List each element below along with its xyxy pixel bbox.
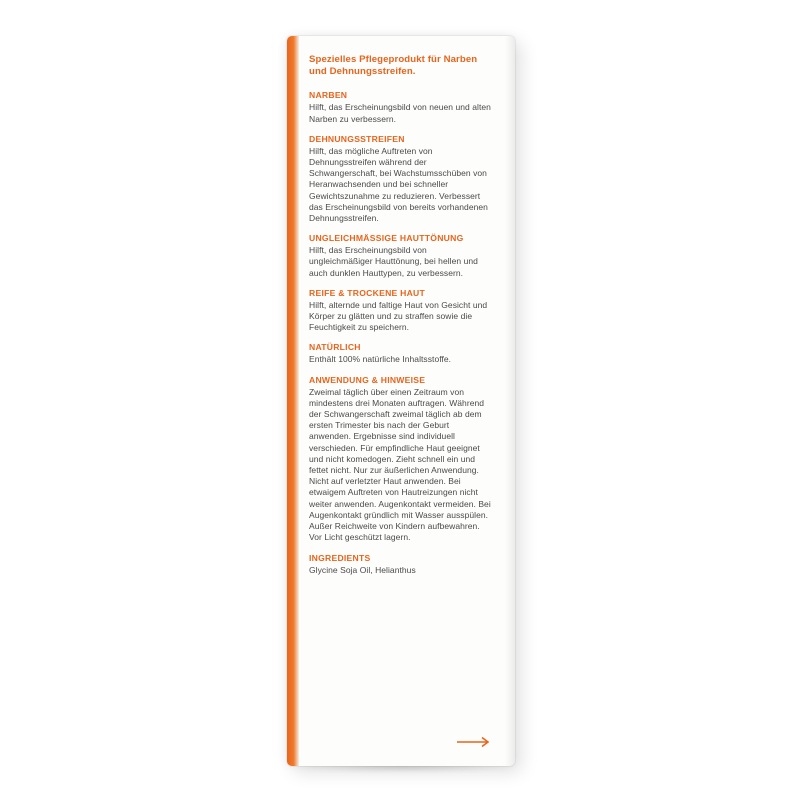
section-body: Hilft, das mögliche Auftreten von Dehnungsstreifen während der Schwangerschaft, bei Wachstumsschüben von Heranwachsenden und bei schneller Gewichtszunahme zu reduzieren. Verbessert das Erscheinungsbild von bereits vorhandenen Dehnungsstreifen. (309, 145, 488, 224)
section-dehnungsstreifen (309, 134, 491, 224)
section-body: Hilft, das Erscheinungsbild von neuen und alten Narben zu verbessern. (309, 102, 491, 124)
section-body: Glycine Soja Oil, Helianthus (309, 564, 416, 575)
section-anwendung-hinweise (309, 375, 491, 544)
package-spine-edge (287, 36, 299, 766)
section-body: Zweimal täglich über einen Zeitraum von mindestens drei Monaten auftragen. Während der Schwangerschaft zweimal täglich ab dem ersten Trimester bis nach der Geburt anwenden. Ergebnisse sind individuell verschieden. Für empfindliche Haut geeignet und nicht komedogen. Zieht schnell ein und fettet nicht. Nur zur äußerlichen Anwendung. Nicht auf verletzter Haut anwenden. Bei etwaigem Auftreten von Hautreizungen nicht weiter anwenden. Augenkontakt vermeiden. Bei Augenkontakt gründlich mit Wasser ausspülen. Außer Reichweite von Kindern aufbewahren. Vor Licht geschützt lagern. (309, 386, 491, 543)
section-title: REIFE & TROCKENE HAUT (309, 287, 426, 298)
package-back-panel-text (309, 54, 491, 748)
package-headline: Spezielles Pflegeprodukt für Narben und Dehnungsstreifen. (309, 54, 478, 78)
section-title: DEHNUNGSSTREIFEN (309, 133, 405, 144)
section-narben (309, 90, 491, 124)
section-reife-trockene-haut (309, 288, 491, 334)
package-right-edge (505, 36, 515, 766)
section-body: Hilft, das Erscheinungsbild von ungleichmäßiger Hauttönung, bei hellen und auch dunklen Hauttypen, zu verbessern. (309, 245, 478, 278)
section-ingredients (309, 553, 491, 576)
section-title: UNGLEICHMÄSSIGE HAUTTÖNUNG (309, 233, 464, 244)
section-body: Hilft, alternde und faltige Haut von Gesicht und Körper zu glätten und zu straffen sowie die Feuchtigkeit zu speichern. (309, 299, 488, 333)
section-title: NATÜRLICH (309, 342, 361, 353)
section-body: Enthält 100% natürliche Inhaltsstoffe. (309, 354, 452, 365)
section-natuerlich (309, 342, 491, 365)
section-title: ANWENDUNG & HINWEISE (309, 374, 426, 385)
section-title: INGREDIENTS (309, 552, 371, 563)
product-package (287, 36, 515, 766)
section-ungleichmaessige-hauttoenung (309, 233, 491, 279)
section-title: NARBEN (309, 90, 348, 101)
arrow-right-icon (457, 736, 491, 748)
